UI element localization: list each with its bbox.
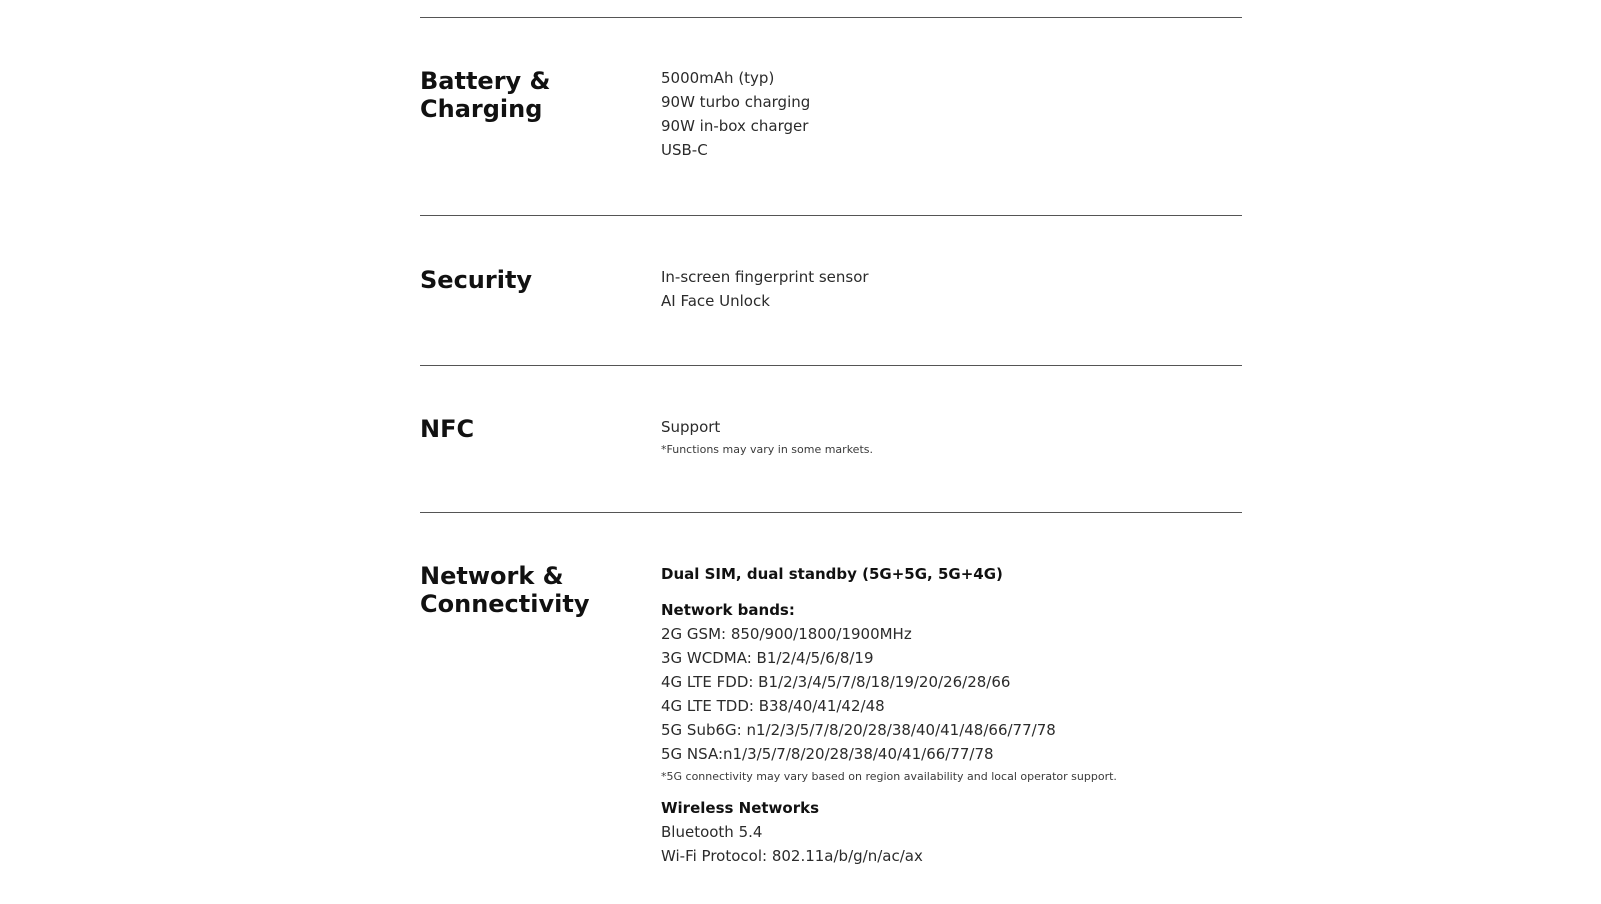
section-body-nfc (661, 415, 1242, 461)
footnote: *Functions may vary in some markets. (661, 443, 873, 456)
band-line: 5G NSA:n1/3/5/7/8/20/28/38/40/41/66/77/78 (661, 745, 994, 763)
spec-line: Support (661, 418, 721, 436)
band-line: 2G GSM: 850/900/1800/1900MHz (661, 625, 912, 643)
section-divider (420, 512, 1242, 513)
band-line: 4G LTE FDD: B1/2/3/4/5/7/8/18/19/20/26/28/66 (661, 673, 1011, 691)
section-title-line: Battery & (420, 67, 551, 95)
section-title-network (420, 562, 620, 618)
section-divider (420, 17, 1242, 18)
footnote: *5G connectivity may vary based on region availability and local operator support. (661, 770, 1117, 783)
sim-info: Dual SIM, dual standby (5G+5G, 5G+4G) (661, 565, 1003, 583)
wireless-heading: Wireless Networks (661, 799, 820, 817)
section-body-battery (661, 66, 1242, 162)
band-line: 4G LTE TDD: B38/40/41/42/48 (661, 697, 885, 715)
spec-line: USB-C (661, 141, 708, 159)
spacer (661, 586, 1242, 598)
band-line: 5G Sub6G: n1/2/3/5/7/8/20/28/38/40/41/48/66/77/78 (661, 721, 1056, 739)
section-title-battery (420, 67, 620, 123)
section-divider (420, 215, 1242, 216)
wireless-line: Bluetooth 5.4 (661, 823, 763, 841)
spec-line: 90W in-box charger (661, 117, 809, 135)
section-title-security: Security (420, 266, 533, 294)
section-title-nfc: NFC (420, 415, 475, 443)
spec-line: 90W turbo charging (661, 93, 811, 111)
section-body-security (661, 265, 1242, 313)
wireless-line: Wi-Fi Protocol: 802.11a/b/g/n/ac/ax (661, 847, 923, 865)
section-body-network (661, 562, 1242, 868)
bands-heading: Network bands: (661, 601, 795, 619)
spec-line: 5000mAh (typ) (661, 69, 775, 87)
section-title-line: Network & (420, 562, 564, 590)
section-title-line: Connectivity (420, 590, 590, 618)
spec-line: In-screen fingerprint sensor (661, 268, 869, 286)
section-divider (420, 365, 1242, 366)
spacer (661, 788, 1242, 796)
band-line: 3G WCDMA: B1/2/4/5/6/8/19 (661, 649, 874, 667)
section-title-line: Charging (420, 95, 543, 123)
spec-line: AI Face Unlock (661, 292, 770, 310)
